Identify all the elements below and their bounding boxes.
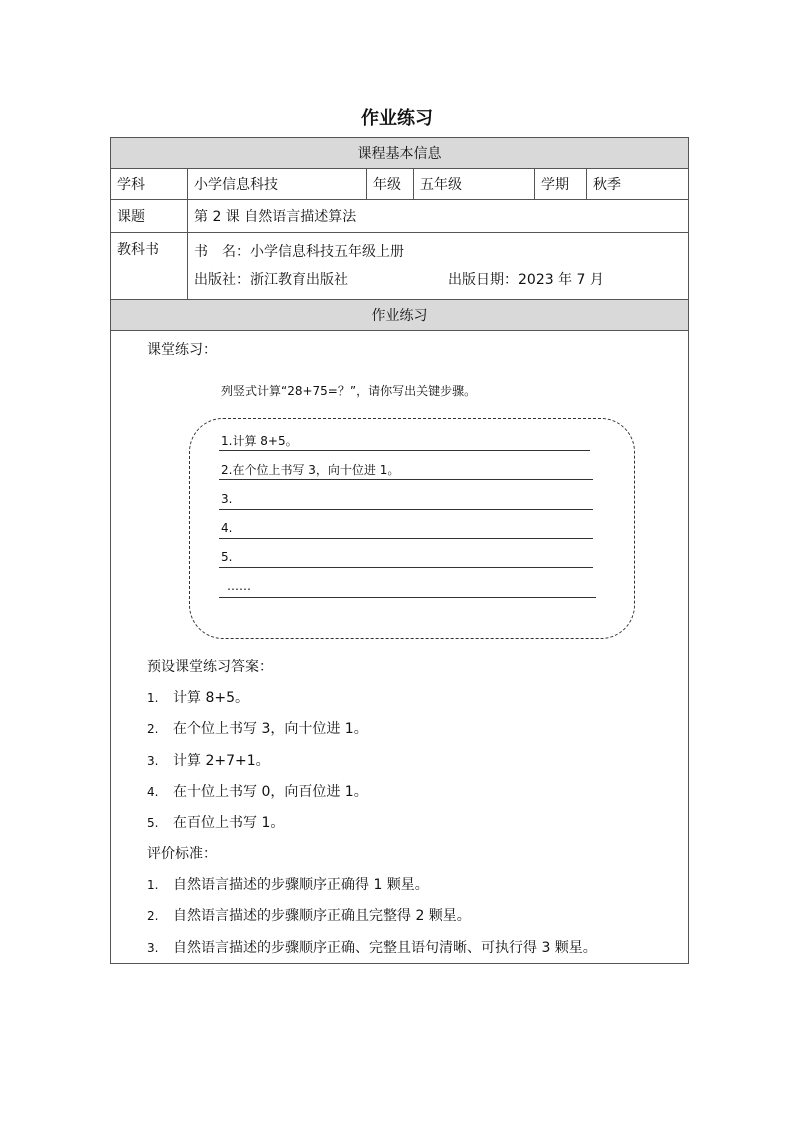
course-info-header: 课程基本信息 <box>111 138 689 169</box>
writing-line <box>219 597 596 598</box>
grade-value: 五年级 <box>414 169 535 200</box>
writing-line <box>219 509 593 510</box>
info-row-topic <box>111 200 689 233</box>
subject-value: 小学信息科技 <box>188 169 367 200</box>
exercise-prompt: 列竖式计算“28+75=？”，请你写出关键步骤。 <box>221 384 477 398</box>
criteria-label: 评价标准： <box>147 846 217 862</box>
writing-line <box>219 567 593 568</box>
answer-box <box>189 418 635 639</box>
writing-line <box>219 538 593 539</box>
publish-date: 出版日期：2023 年 7 月 <box>448 272 604 288</box>
book-name: 书 名：小学信息科技五年级上册 <box>194 244 404 260</box>
info-row-textbook <box>111 233 689 300</box>
writing-line <box>219 479 593 480</box>
page-title: 作业练习 <box>361 108 433 129</box>
answer-item: 3. 计算 2+7+1。 <box>147 753 270 769</box>
answer-item: 4. 在十位上书写 0，向百位进 1。 <box>147 784 368 800</box>
answer-item: 2. 在个位上书写 3，向十位进 1。 <box>147 721 368 737</box>
box-step-4: 4. <box>221 521 233 535</box>
box-step-3: 3. <box>221 492 233 506</box>
criteria-item: 3. 自然语言描述的步骤顺序正确、完整且语句清晰、可执行得 3 颗星。 <box>147 940 597 956</box>
box-step-2: 2.在个位上书写 3，向十位进 1。 <box>221 463 400 477</box>
term-value: 秋季 <box>587 169 689 200</box>
grade-label: 年级 <box>367 169 414 200</box>
info-row-subject <box>111 169 689 200</box>
box-step-ellipsis: …… <box>227 579 251 593</box>
answer-item: 1. 计算 8+5。 <box>147 690 249 706</box>
answers-label: 预设课堂练习答案： <box>147 659 273 675</box>
class-exercise-label: 课堂练习： <box>147 342 217 358</box>
criteria-item: 2. 自然语言描述的步骤顺序正确且完整得 2 颗星。 <box>147 908 471 924</box>
term-label: 学期 <box>535 169 587 200</box>
publisher: 出版社：浙江教育出版社 <box>194 272 348 288</box>
course-info-table <box>110 137 689 964</box>
topic-value: 第 2 课 自然语言描述算法 <box>188 200 689 233</box>
publisher-line <box>194 266 682 294</box>
box-step-1: 1.计算 8+5。 <box>221 434 298 448</box>
textbook-details <box>188 233 689 300</box>
criteria-item: 1. 自然语言描述的步骤顺序正确得 1 颗星。 <box>147 877 429 893</box>
subject-label: 学科 <box>111 169 188 200</box>
topic-label: 课题 <box>111 200 188 233</box>
homework-header: 作业练习 <box>111 300 689 331</box>
box-step-5: 5. <box>221 550 233 564</box>
answer-item: 5. 在百位上书写 1。 <box>147 815 285 831</box>
writing-line <box>219 450 590 451</box>
homework-content <box>111 331 689 964</box>
textbook-label: 教科书 <box>111 233 188 300</box>
